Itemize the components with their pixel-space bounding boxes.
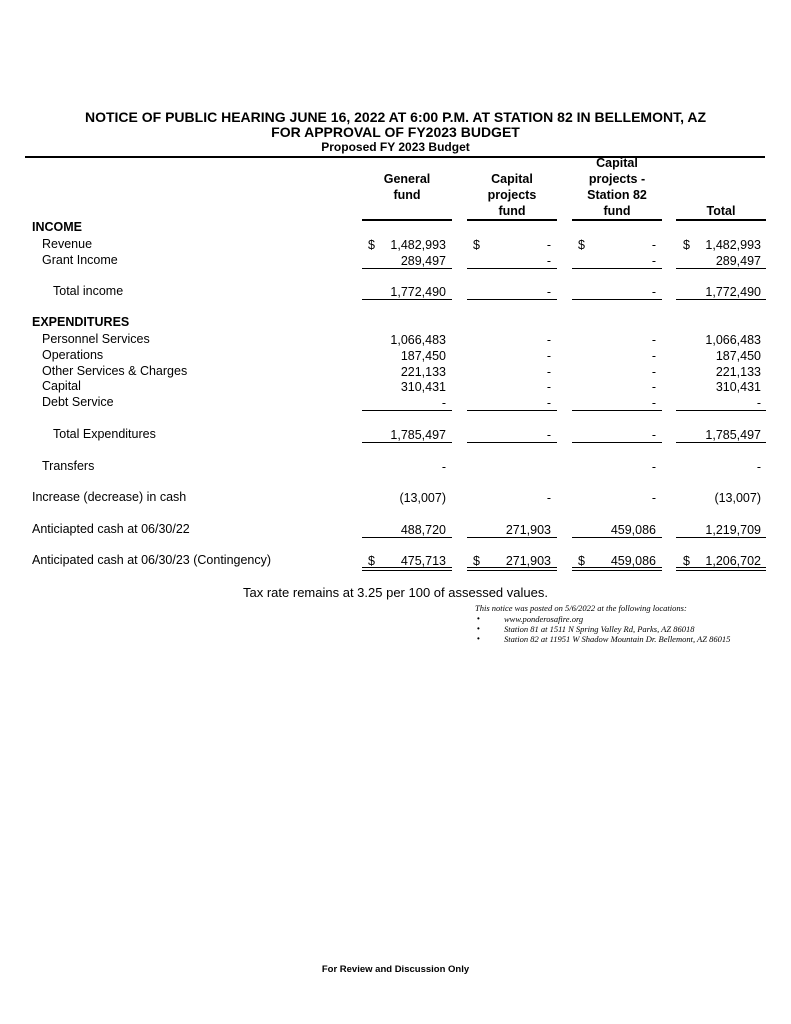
posting-location-station82: Station 82 at 11951 W Shadow Mountain Dr. Bellemont, AZ 86015 xyxy=(504,634,731,644)
underline xyxy=(572,442,662,443)
col-header-capital-l2: Capital xyxy=(491,172,533,186)
cell-grant-station82: - xyxy=(651,254,656,268)
underline xyxy=(467,442,557,443)
col-header-total: Total xyxy=(706,204,736,218)
col-header-general-l3: General xyxy=(383,172,431,186)
cell-debt-total: - xyxy=(756,396,761,410)
cell-ant22-capital: 271,903 xyxy=(505,523,551,537)
cell-incdec-general: (13,007) xyxy=(399,491,446,505)
cell-ant23-total: $ 1,206,702 xyxy=(683,554,761,568)
cell-total-income-station82: - xyxy=(651,285,656,299)
cell-ant23-capital: $ 271,903 xyxy=(473,554,551,568)
tax-rate-note: Tax rate remains at 3.25 per 100 of assessed values. xyxy=(243,585,548,600)
cell-revenue-total: $ 1,482,993 xyxy=(683,238,761,252)
cell-capital-capital: - xyxy=(546,380,551,394)
cell-other-total: 221,133 xyxy=(715,365,761,379)
cell-transfers-total: - xyxy=(756,460,761,474)
cell-capital-station82: - xyxy=(651,380,656,394)
cell-other-capital: - xyxy=(546,365,551,379)
cell-incdec-station82: - xyxy=(651,491,656,505)
underline xyxy=(362,268,452,269)
cell-transfers-station82: - xyxy=(651,460,656,474)
row-label-other-services: Other Services & Charges xyxy=(42,364,188,378)
row-label-operations: Operations xyxy=(42,348,104,362)
cell-grant-total: 289,497 xyxy=(715,254,761,268)
cell-personnel-total: 1,066,483 xyxy=(705,333,761,347)
underline xyxy=(572,537,662,538)
row-label-total-income: Total income xyxy=(53,284,124,298)
posting-location-station81: Station 81 at 1511 N Spring Valley Rd, Parks, AZ 86018 xyxy=(504,624,695,634)
bullet-icon: • xyxy=(477,624,480,633)
underline xyxy=(467,537,557,538)
cell-debt-capital: - xyxy=(546,396,551,410)
bullet-icon: • xyxy=(477,614,480,623)
double-underline xyxy=(676,567,766,571)
cell-capital-total: 310,431 xyxy=(715,380,761,394)
col-header-rule xyxy=(572,219,662,221)
cell-debt-station82: - xyxy=(651,396,656,410)
cell-revenue-general: $ 1,482,993 xyxy=(368,238,446,252)
underline xyxy=(676,410,766,411)
col-header-station82-l1: Capital xyxy=(596,156,638,170)
row-label-personnel: Personnel Services xyxy=(42,332,150,346)
double-underline xyxy=(362,567,452,571)
cell-transfers-capital xyxy=(471,459,553,475)
underline xyxy=(362,410,452,411)
section-expenditures: EXPENDITURES xyxy=(32,315,130,329)
cell-other-general: 221,133 xyxy=(400,365,446,379)
underline xyxy=(362,537,452,538)
cell-total-exp-total: 1,785,497 xyxy=(705,428,761,442)
cell-grant-general: 289,497 xyxy=(400,254,446,268)
cell-operations-total: 187,450 xyxy=(715,349,761,363)
cell-total-income-total: 1,772,490 xyxy=(705,285,761,299)
posting-intro: This notice was posted on 5/6/2022 at the following locations: xyxy=(475,603,687,613)
underline xyxy=(467,268,557,269)
col-header-general xyxy=(362,155,452,203)
bullet-icon: • xyxy=(477,634,480,643)
underline xyxy=(362,299,452,300)
underline xyxy=(572,299,662,300)
cell-total-exp-general: 1,785,497 xyxy=(390,428,446,442)
cell-revenue-capital: $ - xyxy=(473,238,551,252)
underline xyxy=(467,299,557,300)
notice-title-line2: FOR APPROVAL OF FY2023 BUDGET xyxy=(271,124,520,140)
section-income: INCOME xyxy=(32,220,82,234)
col-header-rule xyxy=(467,219,557,221)
row-label-total-expenditures: Total Expenditures xyxy=(53,427,156,441)
col-header-general-l4: fund xyxy=(393,188,421,202)
cell-ant22-general: 488,720 xyxy=(400,523,446,537)
underline xyxy=(572,268,662,269)
cell-operations-general: 187,450 xyxy=(400,349,446,363)
underline xyxy=(676,268,766,269)
row-label-anticipated-0622: Anticiapted cash at 06/30/22 xyxy=(32,522,190,536)
col-header-station82-l4: fund xyxy=(603,204,631,218)
cell-personnel-general: 1,066,483 xyxy=(390,333,446,347)
cell-ant23-station82: $ 459,086 xyxy=(578,554,656,568)
col-header-capital-l3: projects xyxy=(487,188,537,202)
cell-grant-capital: - xyxy=(546,254,551,268)
row-label-anticipated-0623: Anticipated cash at 06/30/23 (Contingency) xyxy=(32,553,272,567)
cell-total-income-capital: - xyxy=(546,285,551,299)
footer-note: For Review and Discussion Only xyxy=(321,964,470,975)
cell-ant22-total: 1,219,709 xyxy=(705,523,761,537)
cell-operations-station82: - xyxy=(651,349,656,363)
row-label-transfers: Transfers xyxy=(42,459,95,473)
double-underline xyxy=(572,567,662,571)
budget-subtitle: Proposed FY 2023 Budget xyxy=(321,140,470,154)
cell-total-exp-capital: - xyxy=(546,428,551,442)
row-label-debt-service: Debt Service xyxy=(42,395,114,409)
row-label-grant-income: Grant Income xyxy=(42,253,118,267)
cell-operations-capital: - xyxy=(546,349,551,363)
underline xyxy=(676,537,766,538)
underline xyxy=(362,442,452,443)
posting-location-website: www.ponderosafire.org xyxy=(504,614,584,624)
col-header-capital-l4: fund xyxy=(498,204,526,218)
col-header-rule xyxy=(362,219,452,221)
col-header-rule xyxy=(676,219,766,221)
cell-personnel-capital: - xyxy=(546,333,551,347)
cell-other-station82: - xyxy=(651,365,656,379)
col-header-capital xyxy=(467,155,557,219)
cell-incdec-total: (13,007) xyxy=(714,491,761,505)
underline xyxy=(676,299,766,300)
underline xyxy=(676,442,766,443)
row-label-increase-decrease: Increase (decrease) in cash xyxy=(32,490,187,504)
underline xyxy=(467,410,557,411)
cell-incdec-capital: - xyxy=(546,491,551,505)
cell-personnel-station82: - xyxy=(651,333,656,347)
cell-debt-general: - xyxy=(441,396,446,410)
double-underline xyxy=(467,567,557,571)
row-label-revenue: Revenue xyxy=(42,237,93,251)
notice-title-line1: NOTICE OF PUBLIC HEARING JUNE 16, 2022 AT 6:00 P.M. AT STATION 82 IN BELLEMONT, AZ xyxy=(84,109,707,125)
cell-capital-general: 310,431 xyxy=(400,380,446,394)
cell-ant22-station82: 459,086 xyxy=(610,523,656,537)
underline xyxy=(572,410,662,411)
row-label-capital: Capital xyxy=(42,379,81,393)
cell-transfers-general: - xyxy=(441,460,446,474)
col-header-station82-l3: Station 82 xyxy=(587,188,647,202)
col-header-station82 xyxy=(572,155,662,219)
cell-revenue-station82: $ - xyxy=(578,238,656,252)
cell-ant23-general: $ 475,713 xyxy=(368,554,446,568)
col-header-station82-l2: projects - xyxy=(588,172,646,186)
cell-total-exp-station82: - xyxy=(651,428,656,442)
cell-total-income-general: 1,772,490 xyxy=(390,285,446,299)
